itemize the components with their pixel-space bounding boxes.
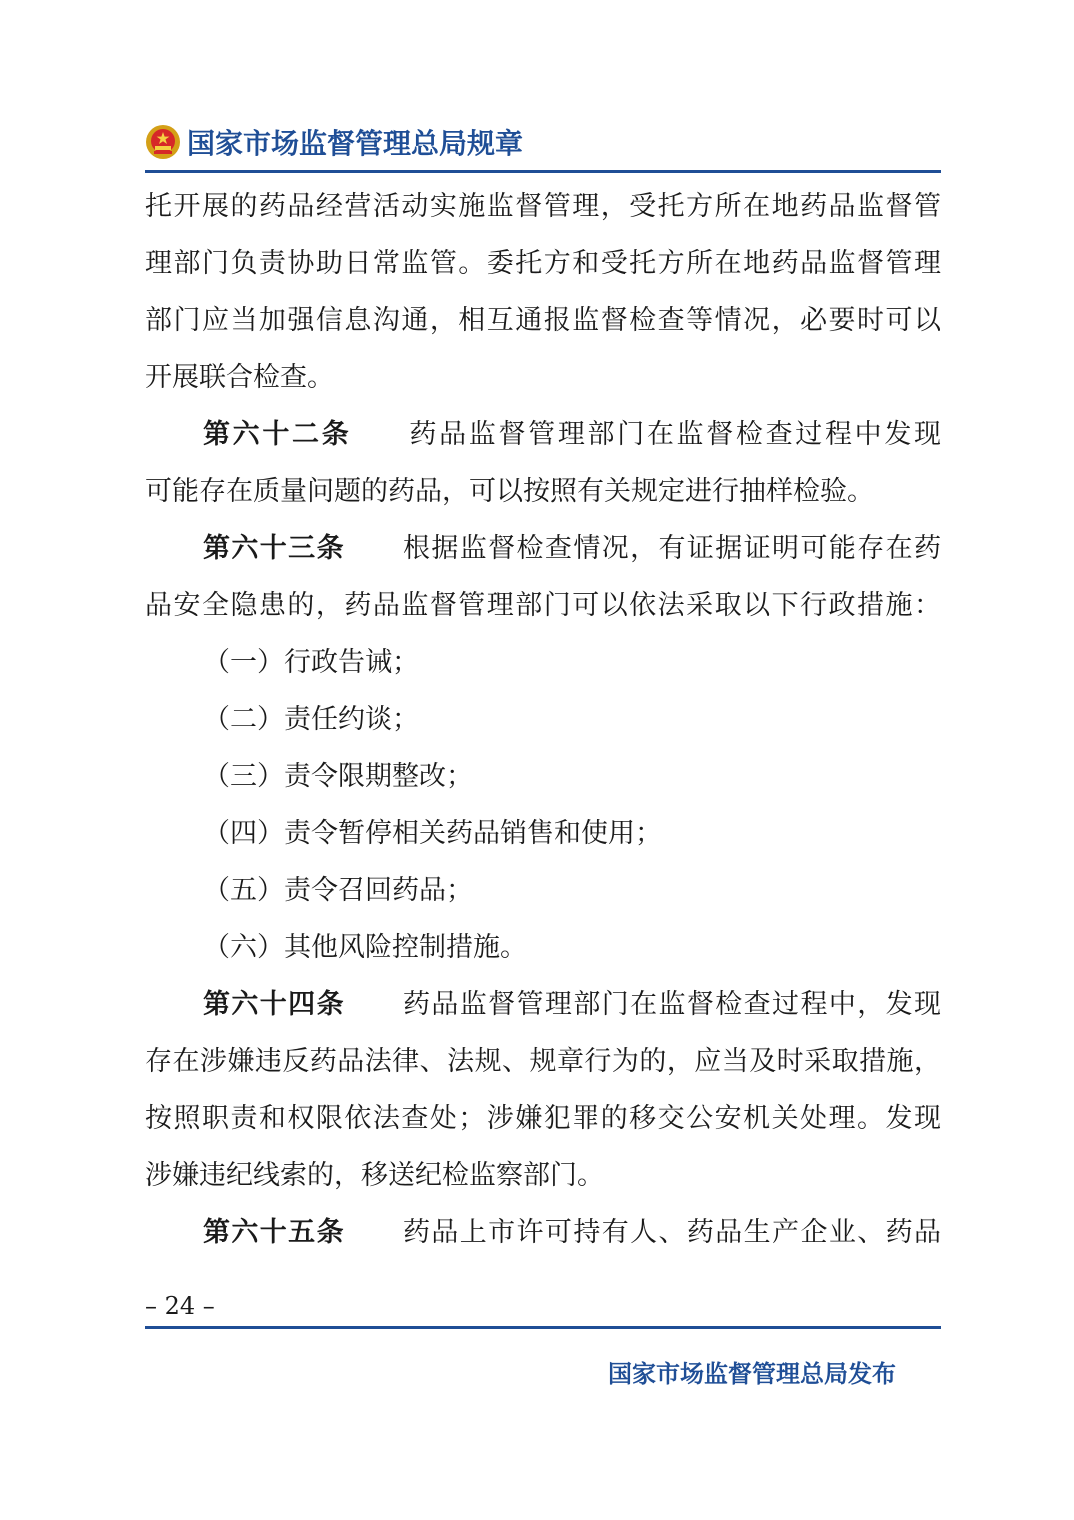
article-65-text: 药品上市许可持有人、药品生产企业、药品 bbox=[402, 1217, 941, 1248]
article-64-heading: 第六十四条 bbox=[203, 989, 345, 1020]
footer-divider bbox=[145, 1326, 941, 1329]
list-item: （六）其他风险控制措施。 bbox=[203, 932, 527, 963]
text-line: 部门应当加强信息沟通，相互通报监督检查等情况，必要时可以 bbox=[145, 305, 941, 336]
text-line: 品安全隐患的，药品监督管理部门可以依法采取以下行政措施： bbox=[145, 590, 941, 621]
list-item: （一）行政告诫； bbox=[203, 647, 419, 678]
national-emblem-icon bbox=[145, 124, 181, 160]
document-body bbox=[145, 178, 941, 1261]
text-line: 可能存在质量问题的药品，可以按照有关规定进行抽样检验。 bbox=[145, 476, 874, 507]
text-line: 开展联合检查。 bbox=[145, 362, 334, 393]
article-62-text: 药品监督管理部门在监督检查过程中发现 bbox=[409, 419, 941, 450]
list-item: （三）责令限期整改； bbox=[203, 761, 473, 792]
list-item: （二）责任约谈； bbox=[203, 704, 419, 735]
text-line: 涉嫌违纪线索的，移送纪检监察部门。 bbox=[145, 1160, 604, 1191]
article-63-heading: 第六十三条 bbox=[203, 533, 345, 564]
text-line: 托开展的药品经营活动实施监督管理，受托方所在地药品监督管 bbox=[145, 191, 941, 222]
article-64-first-line bbox=[145, 976, 941, 1033]
article-65-heading: 第六十五条 bbox=[203, 1217, 345, 1248]
header-title: 国家市场监督管理总局规章 bbox=[187, 127, 524, 160]
footer-publisher: 国家市场监督管理总局发布 bbox=[608, 1360, 896, 1388]
text-line: 存在涉嫌违反药品法律、法规、规章行为的，应当及时采取措施， bbox=[145, 1046, 941, 1077]
page-number: – 24 – bbox=[145, 1292, 215, 1320]
article-65-first-line bbox=[145, 1204, 941, 1261]
header-divider bbox=[145, 170, 941, 173]
article-62-heading: 第六十二条 bbox=[203, 419, 352, 450]
list-item: （四）责令暂停相关药品销售和使用； bbox=[203, 818, 662, 849]
page-header bbox=[145, 120, 523, 164]
article-63-first-line bbox=[145, 520, 941, 577]
list-item: （五）责令召回药品； bbox=[203, 875, 473, 906]
article-64-text: 药品监督管理部门在监督检查过程中，发现 bbox=[402, 989, 941, 1020]
text-line: 理部门负责协助日常监管。委托方和受托方所在地药品监督管理 bbox=[145, 248, 941, 279]
article-62-first-line bbox=[145, 406, 941, 463]
text-line: 按照职责和权限依法查处；涉嫌犯罪的移交公安机关处理。发现 bbox=[145, 1103, 941, 1134]
article-63-text: 根据监督检查情况，有证据证明可能存在药 bbox=[402, 533, 941, 564]
